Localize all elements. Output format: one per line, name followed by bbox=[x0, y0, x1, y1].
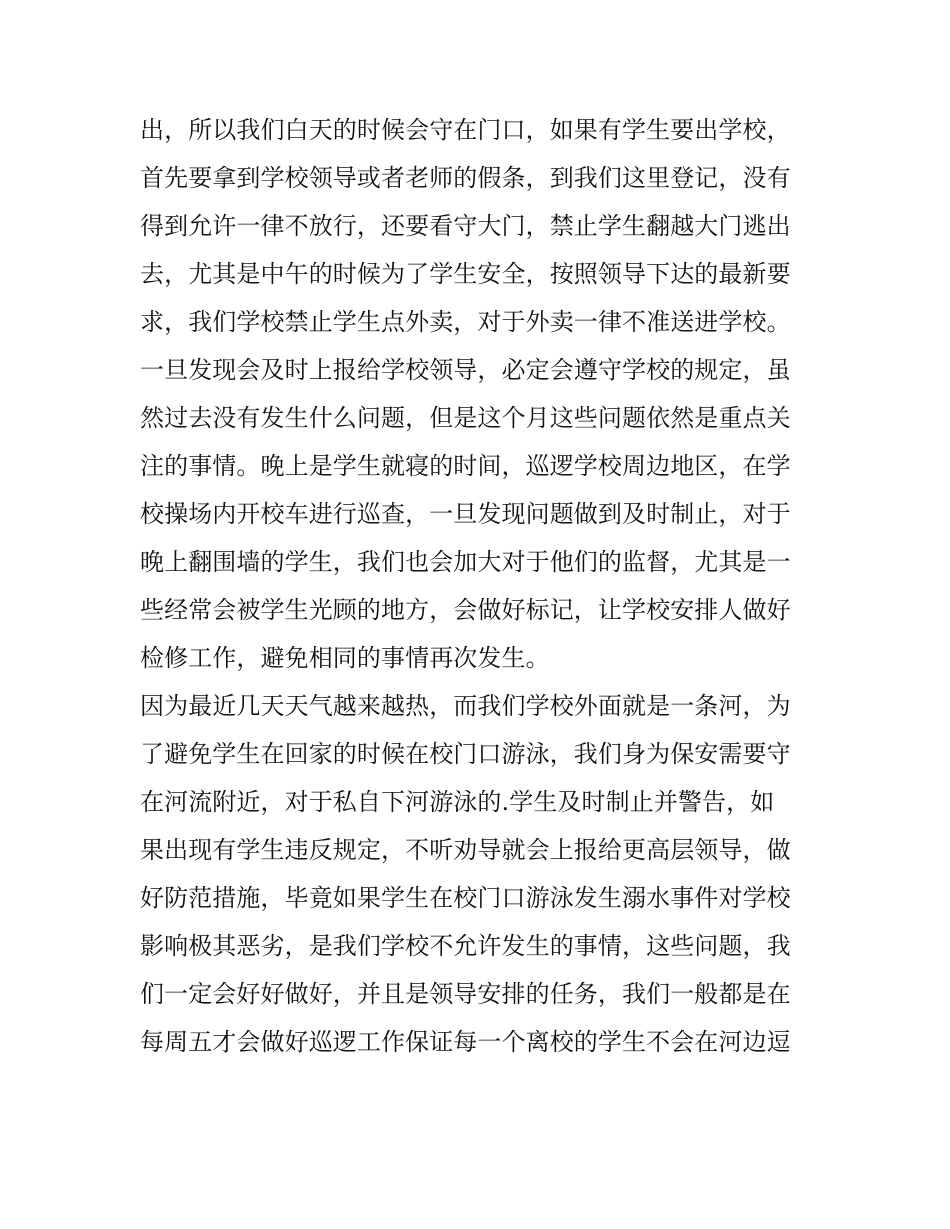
text-line: 每周五才会做好巡逻工作保证每一个离校的学生不会在河边逗 bbox=[140, 1028, 791, 1056]
text-line: 检修工作，避免相同的事情再次发生。 bbox=[140, 644, 550, 672]
text-line: 影响极其恶劣，是我们学校不允许发生的事情，这些问题，我 bbox=[140, 932, 791, 960]
text-line: 些经常会被学生光顾的地方，会做好标记，让学校安排人做好 bbox=[140, 596, 791, 624]
text-line: 好防范措施，毕竟如果学生在校门口游泳发生溺水事件对学校 bbox=[140, 884, 791, 912]
text-line: 校操场内开校车进行巡查，一旦发现问题做到及时制止，对于 bbox=[140, 500, 791, 528]
text-line: 注的事情。晚上是学生就寝的时间，巡逻学校周边地区，在学 bbox=[140, 452, 791, 480]
text-line: 在河流附近，对于私自下河游泳的.学生及时制止并警告，如 bbox=[140, 788, 775, 816]
text-line: 然过去没有发生什么问题，但是这个月这些问题依然是重点关 bbox=[140, 404, 791, 432]
body-text bbox=[140, 106, 820, 1066]
text-line: 去，尤其是中午的时候为了学生安全，按照领导下达的最新要 bbox=[140, 260, 791, 288]
text-line: 首先要拿到学校领导或者老师的假条，到我们这里登记，没有 bbox=[140, 164, 791, 192]
text-line: 求，我们学校禁止学生点外卖，对于外卖一律不准送进学校。 bbox=[140, 308, 791, 336]
text-line: 们一定会好好做好，并且是领导安排的任务，我们一般都是在 bbox=[140, 980, 791, 1008]
text-line: 果出现有学生违反规定，不听劝导就会上报给更高层领导，做 bbox=[140, 836, 791, 864]
text-line: 因为最近几天天气越来越热，而我们学校外面就是一条河，为 bbox=[140, 692, 791, 720]
text-line: 出，所以我们白天的时候会守在门口，如果有学生要出学校， bbox=[140, 116, 791, 144]
text-line: 得到允许一律不放行，还要看守大门，禁止学生翻越大门逃出 bbox=[140, 212, 791, 240]
text-line: 晚上翻围墙的学生，我们也会加大对于他们的监督，尤其是一 bbox=[140, 548, 791, 576]
text-line: 了避免学生在回家的时候在校门口游泳，我们身为保安需要守 bbox=[140, 740, 791, 768]
text-line: 一旦发现会及时上报给学校领导，必定会遵守学校的规定，虽 bbox=[140, 356, 791, 384]
